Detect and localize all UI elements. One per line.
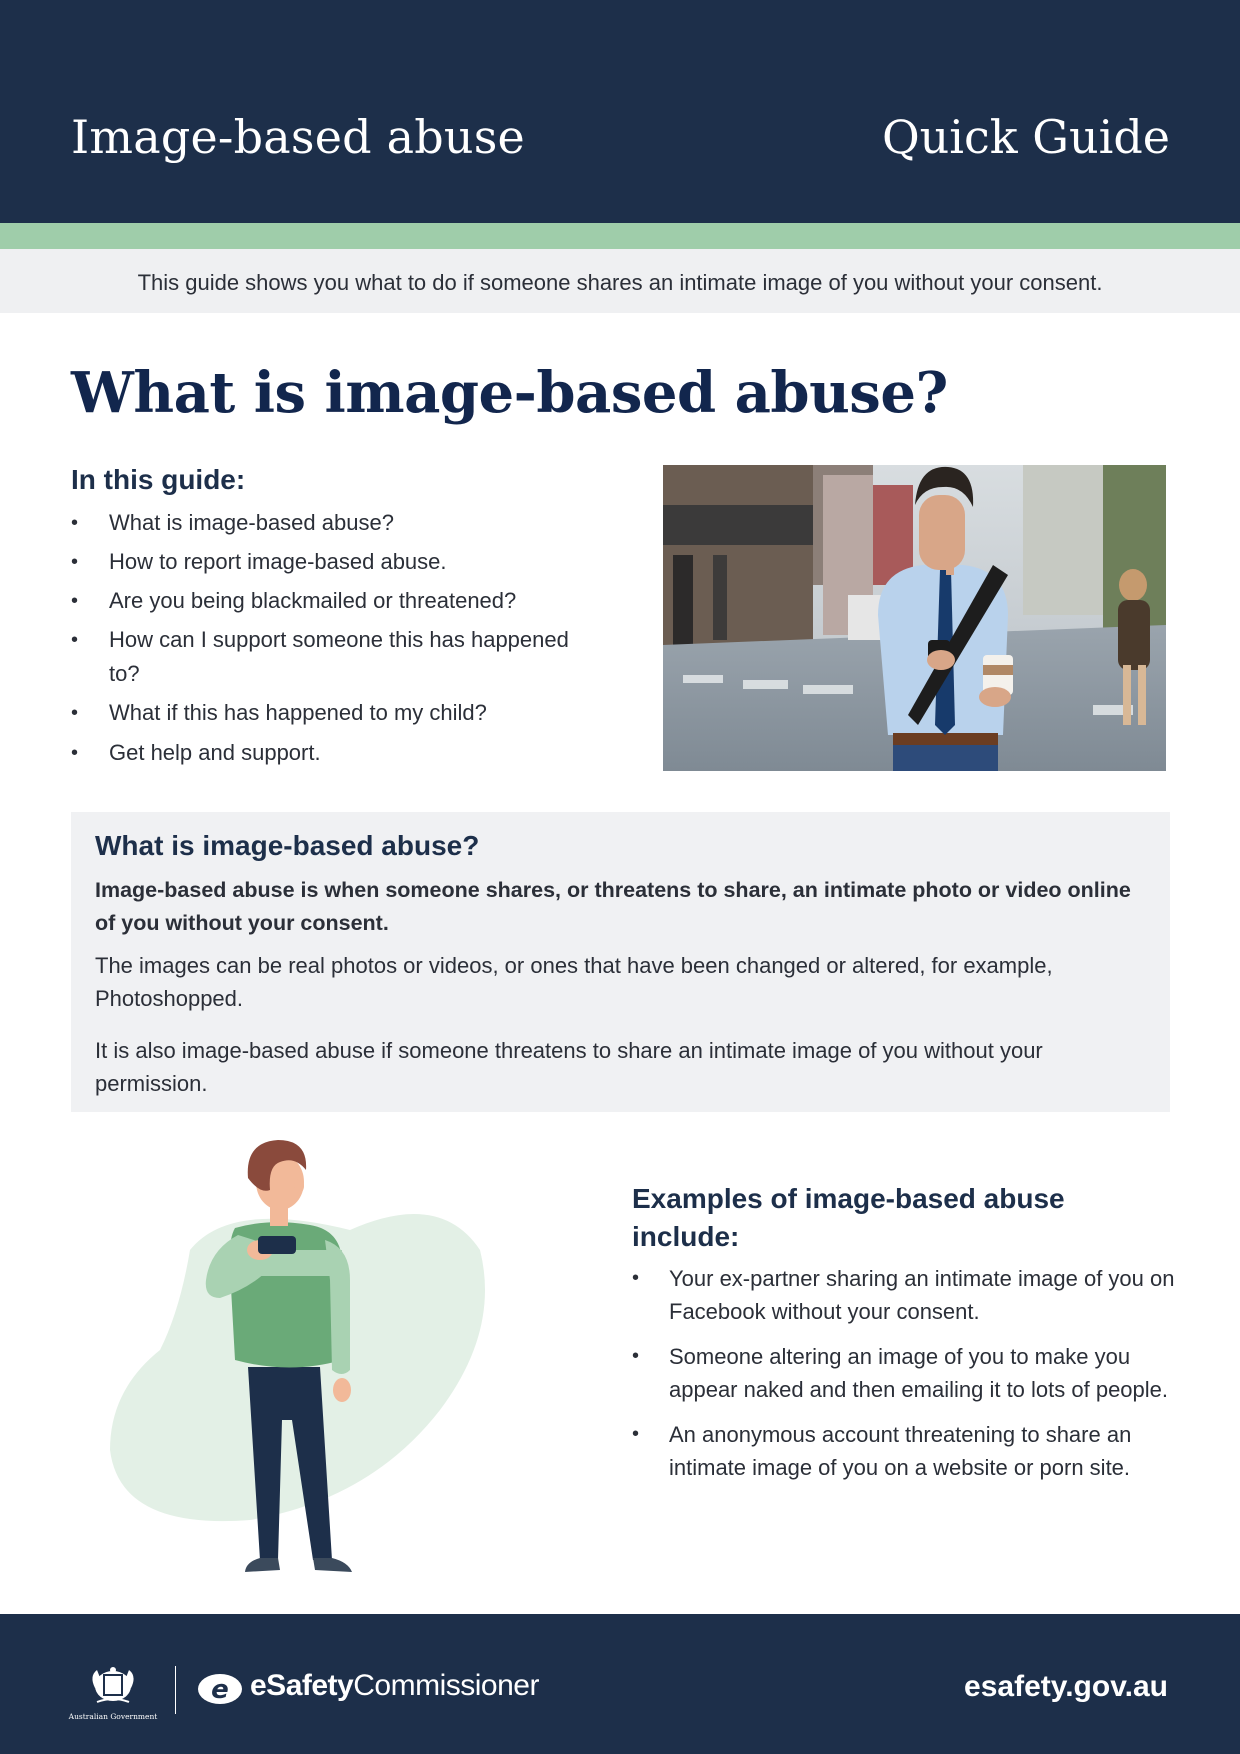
- definition-heading: What is image-based abuse?: [95, 830, 480, 861]
- definition-paragraph: It is also image-based abuse if someone threatens to share an intimate image of you without your permission.: [95, 1038, 1043, 1096]
- quick-guide-label: Quick Guide: [881, 110, 1170, 164]
- guide-item: • Get help and support.: [71, 736, 631, 770]
- intro-band: [0, 249, 1240, 313]
- esafety-brand: [250, 1669, 539, 1703]
- document-title: Image-based abuse: [71, 110, 525, 164]
- definition-paragraph: The images can be real photos or videos, or ones that have been changed or altered, for example, Photoshopped.: [95, 953, 1053, 1011]
- definition-bold-text: Image-based abuse is when someone shares, or threatens to share, an intimate photo or video online of you without your consent.: [95, 878, 1131, 935]
- website-link[interactable]: esafety.gov.au: [964, 1670, 1168, 1703]
- guide-heading: In this guide:: [71, 464, 246, 495]
- header-banner: [0, 0, 1240, 223]
- page-title: What is image-based abuse?: [71, 360, 948, 426]
- street-photo: [663, 465, 1166, 771]
- example-item: • Your ex-partner sharing an intimate image of you on Facebook without your consent.: [632, 1262, 1177, 1328]
- svg-text:e: e: [211, 1675, 229, 1705]
- government-label: Australian Government: [68, 1712, 158, 1721]
- guide-item: • What is image-based abuse?: [71, 506, 631, 540]
- guide-item: • How to report image-based abuse.: [71, 545, 631, 579]
- guide-list: [71, 506, 631, 775]
- guide-item: • What if this has happened to my child?: [71, 696, 631, 730]
- footer-banner: [0, 1614, 1240, 1754]
- guide-item: • How can I support someone this has happened to?: [71, 623, 631, 691]
- brand-regular: Commissioner: [353, 1669, 539, 1702]
- accent-band: [0, 223, 1240, 249]
- examples-list: [632, 1262, 1177, 1496]
- example-item: • An anonymous account threatening to share an intimate image of you on a website or porn site.: [632, 1418, 1177, 1484]
- example-item: • Someone altering an image of you to make you appear naked and then emailing it to lots of people.: [632, 1340, 1177, 1406]
- examples-heading: Examples of image-based abuse include:: [632, 1183, 1065, 1252]
- guide-item: • Are you being blackmailed or threatened?: [71, 584, 631, 618]
- intro-text: This guide shows you what to do if someone shares an intimate image of you without your consent.: [137, 270, 1103, 295]
- man-with-phone-photo: [663, 465, 1166, 771]
- esafety-logo-icon: [196, 1671, 244, 1707]
- brand-bold: eSafety: [250, 1669, 354, 1702]
- definition-box: [71, 812, 1170, 1112]
- person-with-phone-illustration: [110, 1130, 510, 1590]
- footer-divider: [175, 1666, 176, 1714]
